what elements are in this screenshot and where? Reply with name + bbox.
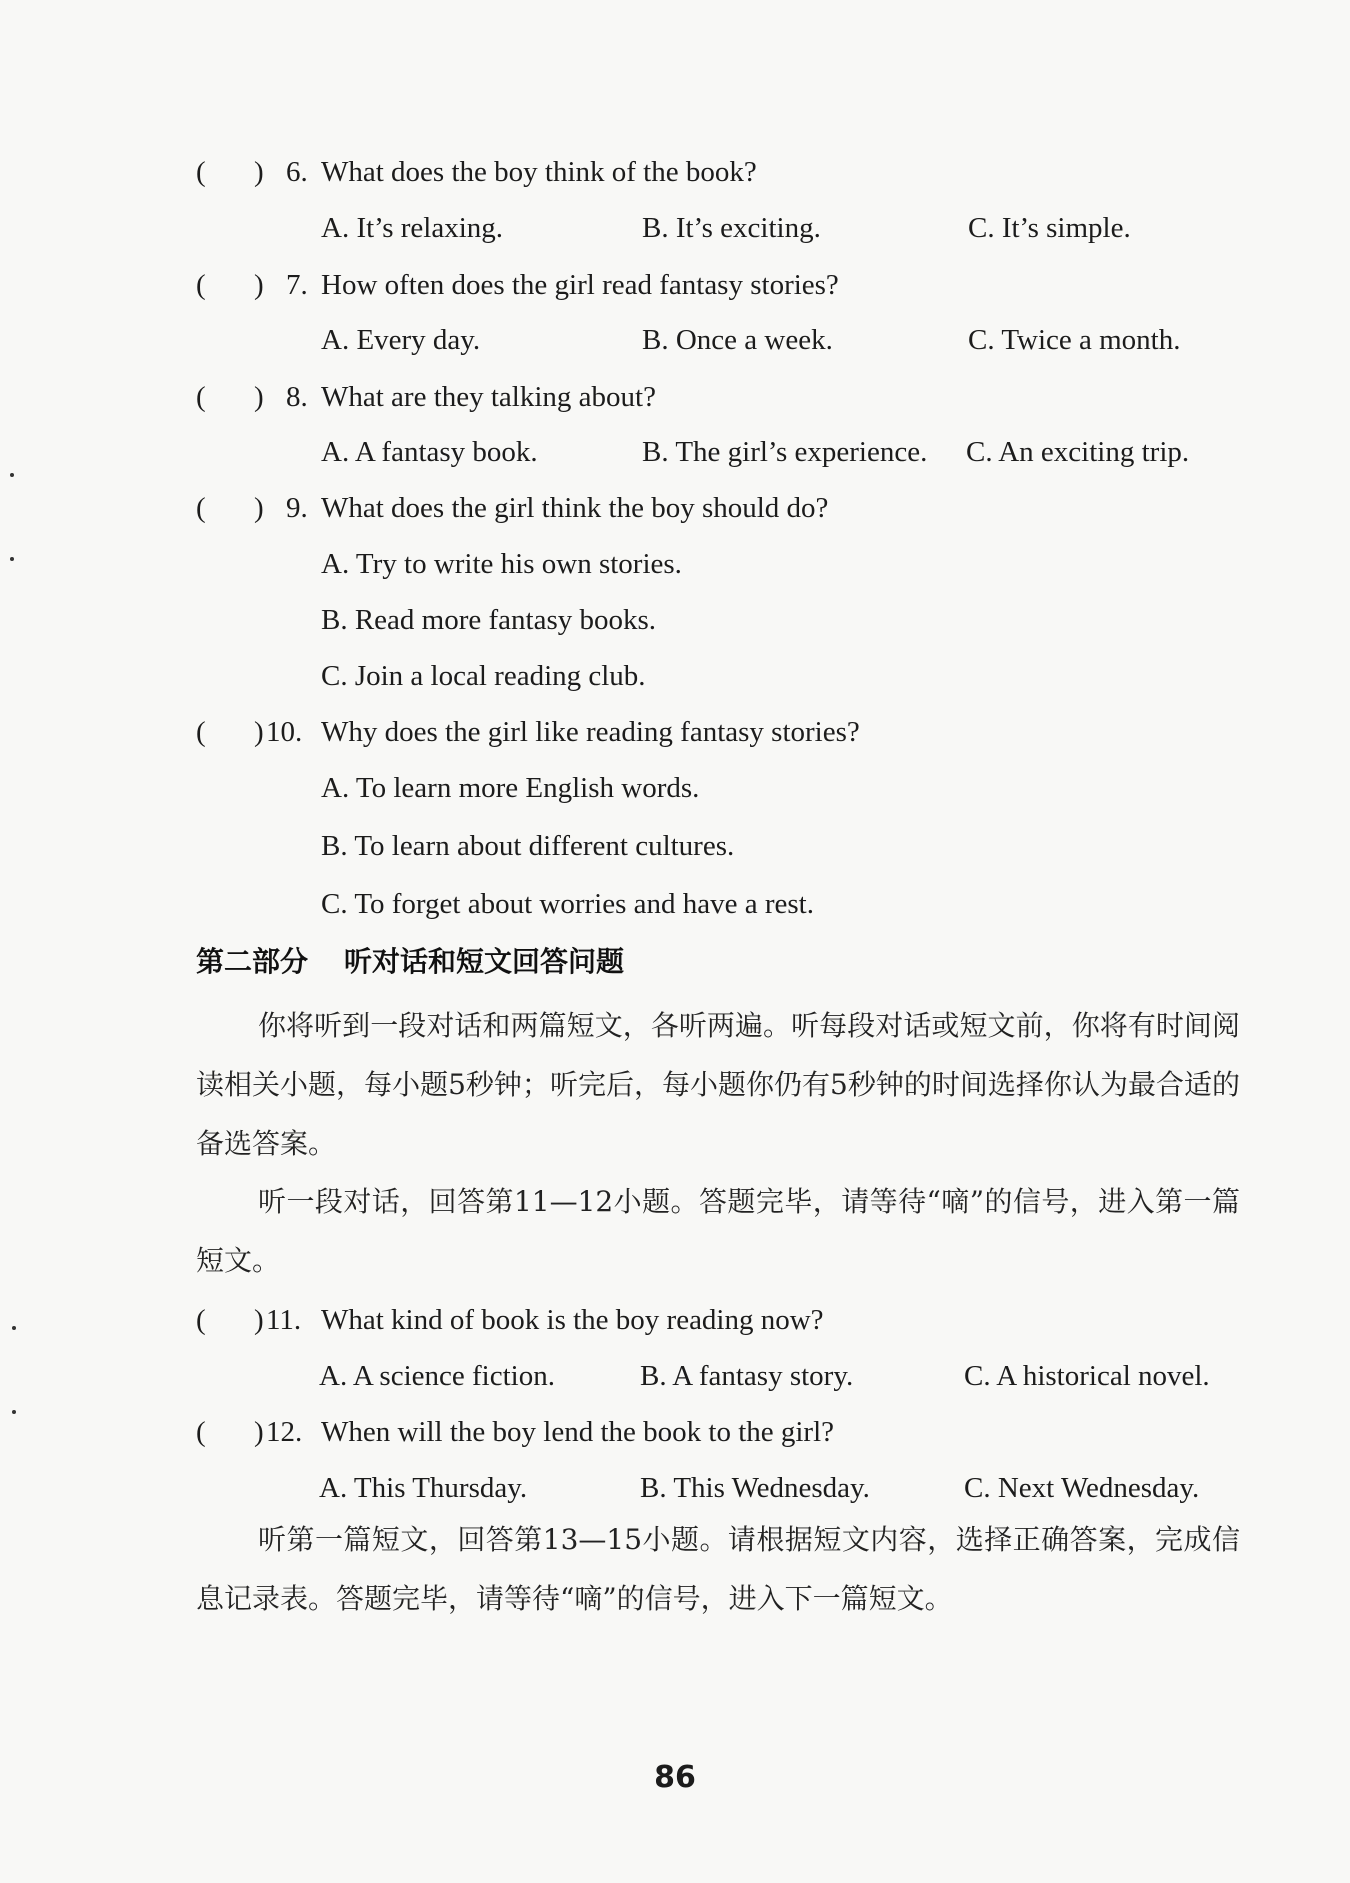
instruction-paragraph: 听第一篇短文，回答第13—15小题。请根据短文内容，选择正确答案，完成信息记录表。答题完毕，请等待“嘀”的信号，进入下一篇短文。: [196, 1523, 1240, 1615]
answer-blank-open: (: [196, 1416, 206, 1448]
question-number: 6.: [286, 156, 308, 188]
scan-speck: [10, 557, 14, 561]
question-text: What are they talking about?: [321, 381, 656, 413]
scan-speck: [12, 1410, 16, 1414]
section-part: 第二部分: [196, 945, 309, 978]
scan-speck: [10, 473, 14, 477]
option-a: A. It’s relaxing.: [321, 212, 504, 244]
question-number: 8.: [286, 381, 308, 413]
answer-blank-close: ): [254, 156, 264, 188]
option-c: C. Next Wednesday.: [964, 1472, 1200, 1504]
section-title: 听对话和短文回答问题: [344, 945, 625, 978]
option-c: C. An exciting trip.: [966, 436, 1190, 468]
answer-blank-close: ): [254, 381, 264, 413]
answer-blank-close: ): [254, 1304, 264, 1336]
option-a: A. Every day.: [321, 324, 481, 356]
question-number: 10.: [266, 716, 303, 748]
instruction-paragraph: 听一段对话，回答第11—12小题。答题完毕，请等待“嘀”的信号，进入第一篇短文。: [196, 1185, 1240, 1277]
option-a: A. To learn more English words.: [321, 772, 700, 804]
answer-blank-close: ): [254, 492, 264, 524]
section-heading: [196, 942, 624, 982]
option-a: A. Try to write his own stories.: [321, 548, 682, 580]
option-b: B. Read more fantasy books.: [321, 604, 657, 636]
answer-blank-close: ): [254, 716, 264, 748]
option-a: A. A science fiction.: [319, 1360, 555, 1392]
answer-blank-close: ): [254, 1416, 264, 1448]
answer-blank-open: (: [196, 1304, 206, 1336]
question-text: What kind of book is the boy reading now?: [321, 1304, 824, 1336]
scan-speck: [12, 1326, 16, 1330]
option-c: C. Twice a month.: [968, 324, 1181, 356]
question-number: 7.: [286, 269, 308, 301]
answer-blank-open: (: [196, 492, 206, 524]
option-b: B. The girl’s experience.: [642, 436, 928, 468]
question-number: 9.: [286, 492, 308, 524]
answer-blank-open: (: [196, 269, 206, 301]
option-b: B. It’s exciting.: [642, 212, 821, 244]
option-c: C. It’s simple.: [968, 212, 1131, 244]
instruction-paragraph: 你将听到一段对话和两篇短文，各听两遍。听每段对话或短文前，你将有时间阅读相关小题，每小题5秒钟；听完后，每小题你仍有5秒钟的时间选择你认为最合适的备选答案。: [196, 1009, 1240, 1160]
question-text: Why does the girl like reading fantasy stories?: [321, 716, 860, 748]
option-c: C. Join a local reading club.: [321, 660, 646, 692]
answer-blank-close: ): [254, 269, 264, 301]
option-b: B. This Wednesday.: [640, 1472, 870, 1504]
answer-blank-open: (: [196, 156, 206, 188]
answer-blank-open: (: [196, 716, 206, 748]
option-b: B. A fantasy story.: [640, 1360, 854, 1392]
option-c: C. A historical novel.: [964, 1360, 1210, 1392]
question-text: What does the girl think the boy should do?: [321, 492, 829, 524]
question-text: What does the boy think of the book?: [321, 156, 757, 188]
page-number: 86: [654, 1760, 696, 1795]
question-text: How often does the girl read fantasy stories?: [321, 269, 839, 301]
option-a: A. This Thursday.: [319, 1472, 528, 1504]
question-number: 11.: [266, 1304, 302, 1336]
question-text: When will the boy lend the book to the girl?: [321, 1416, 835, 1448]
option-b: B. To learn about different cultures.: [321, 830, 735, 862]
option-c: C. To forget about worries and have a rest.: [321, 888, 814, 920]
option-b: B. Once a week.: [642, 324, 833, 356]
question-number: 12.: [266, 1416, 303, 1448]
option-a: A. A fantasy book.: [321, 436, 538, 468]
answer-blank-open: (: [196, 381, 206, 413]
